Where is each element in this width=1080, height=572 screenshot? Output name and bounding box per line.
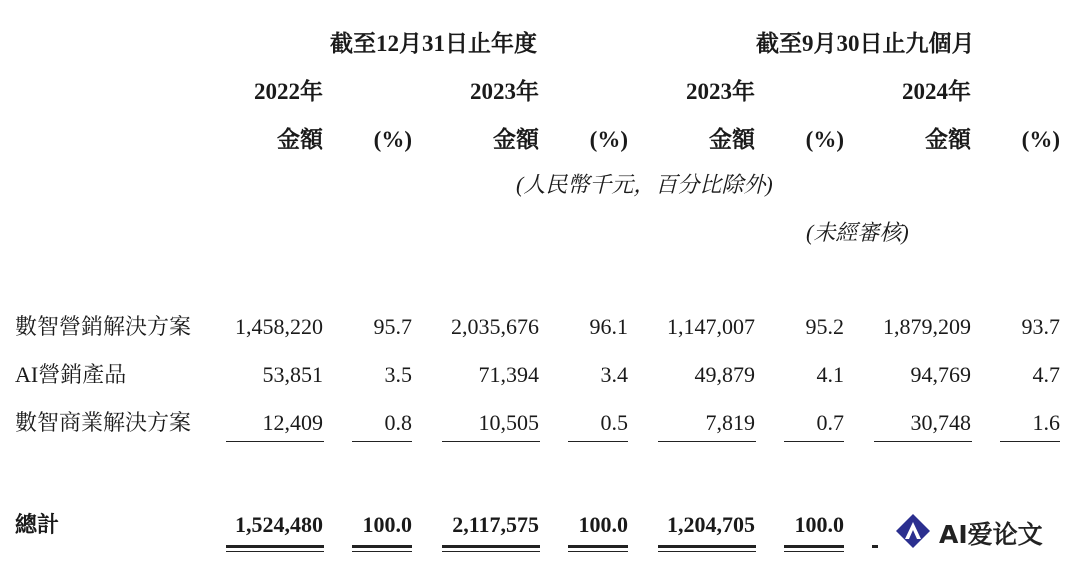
table-cell: 0.5 [600,410,628,435]
table-cell: 71,394 [478,362,539,387]
total-double-rule [442,545,540,548]
period-header-year-ended: 截至12月31日止年度 [330,31,537,56]
table-cell: 30,748 [910,410,971,435]
table-cell-total: 1,204,705 [667,512,755,537]
table-cell: 12,409 [262,410,323,435]
subtotal-rule [226,441,324,442]
table-cell: 0.7 [816,410,844,435]
table-cell: 1,458,220 [235,314,323,339]
table-cell-total: 2,117,575 [452,512,539,537]
watermark-text: AI爱论文 [939,520,1043,549]
table-cell: 49,879 [694,362,755,387]
table-cell: 10,505 [478,410,539,435]
table-cell: 94,769 [910,362,971,387]
table-cell: 1,147,007 [667,314,755,339]
table-cell: 53,851 [262,362,323,387]
total-double-rule [226,545,324,548]
table-cell: 1,879,209 [883,314,971,339]
percent-header: (%) [373,127,412,152]
table-cell: 95.7 [373,314,412,339]
total-double-rule [352,551,412,552]
unit-note: (人民幣千元，百分比除外) [516,172,773,197]
table-cell: 4.7 [1032,362,1060,387]
table-cell-total: 1,524,480 [235,512,323,537]
subtotal-rule [658,441,756,442]
total-double-rule [352,545,412,548]
row-label-ai-marketing: AI營銷產品 [15,362,127,387]
ai-logo-icon [893,511,933,556]
table-cell: 0.8 [384,410,412,435]
percent-header: (%) [589,127,628,152]
amount-header: 金額 [277,127,323,152]
table-cell-total: 100.0 [362,512,412,537]
year-header-2024: 2024年 [902,79,971,104]
table-cell-total: 100.0 [578,512,628,537]
year-header-2022: 2022年 [254,79,323,104]
subtotal-rule [784,441,844,442]
total-double-rule [568,545,628,548]
total-double-rule [784,545,844,548]
percent-header: (%) [1021,127,1060,152]
table-cell: 95.2 [805,314,844,339]
table-cell: 3.4 [600,362,628,387]
total-double-rule [568,551,628,552]
subtotal-rule [568,441,628,442]
row-label-digital-business: 數智商業解決方案 [15,410,192,435]
unaudited-note: (未經審核) [806,220,909,245]
total-double-rule [658,545,756,548]
row-label-total: 總計 [15,512,60,537]
table-cell: 2,035,676 [451,314,539,339]
year-header-2023-annual: 2023年 [470,79,539,104]
subtotal-rule [352,441,412,442]
table-cell: 4.1 [816,362,844,387]
table-cell-total: 100.0 [794,512,844,537]
table-cell: 7,819 [705,410,755,435]
amount-header: 金額 [925,127,971,152]
row-label-digital-marketing: 數智營銷解決方案 [15,314,192,339]
table-cell: 3.5 [384,362,412,387]
table-cell: 93.7 [1021,314,1060,339]
percent-header: (%) [805,127,844,152]
subtotal-rule [442,441,540,442]
amount-header: 金額 [709,127,755,152]
total-double-rule [784,551,844,552]
total-double-rule [872,545,878,548]
table-cell: 96.1 [589,314,628,339]
total-double-rule [442,551,540,552]
year-header-2023-interim: 2023年 [686,79,755,104]
watermark-logo [893,513,1043,553]
period-header-nine-months: 截至9月30日止九個月 [756,31,975,56]
total-double-rule [226,551,324,552]
total-double-rule [658,551,756,552]
subtotal-rule [874,441,972,442]
amount-header: 金額 [493,127,539,152]
table-cell: 1.6 [1032,410,1060,435]
subtotal-rule [1000,441,1060,442]
